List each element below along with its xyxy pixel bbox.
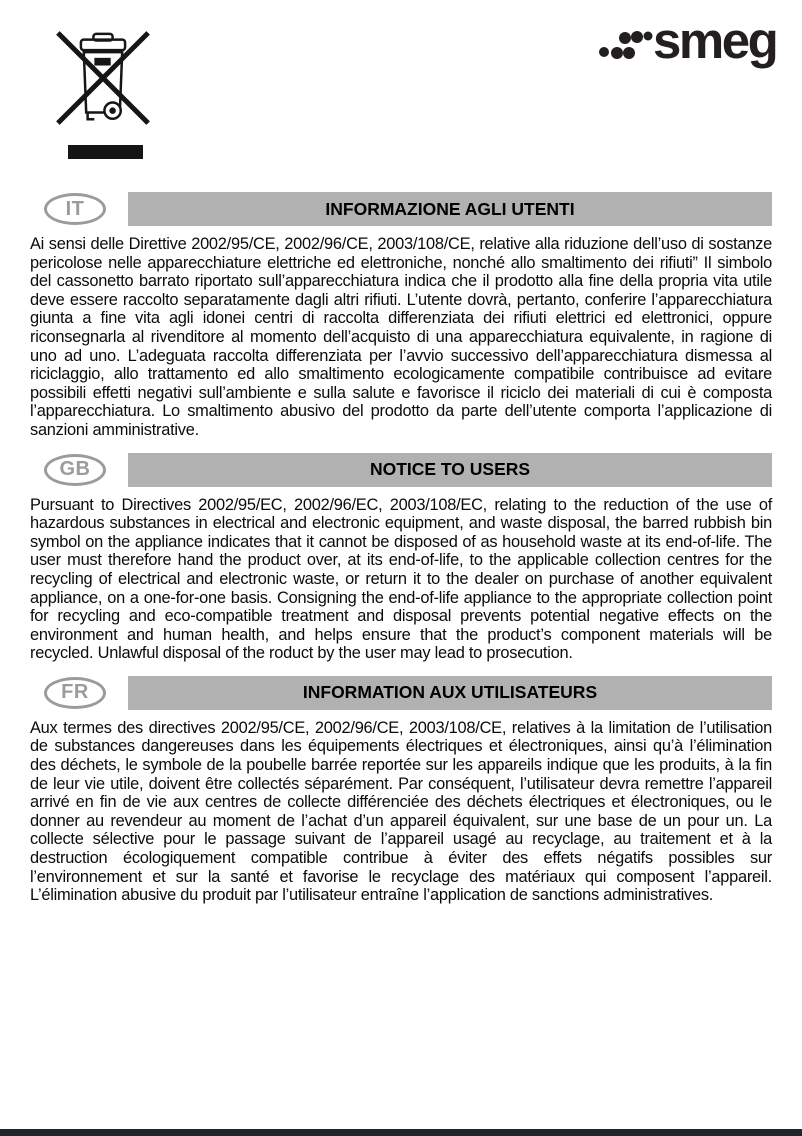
smeg-logo-icon — [596, 12, 778, 69]
smeg-logo — [596, 12, 778, 69]
section-fr-header — [30, 676, 772, 710]
lang-badge-gb: GB — [44, 454, 106, 486]
section-gb — [30, 453, 772, 663]
section-fr — [30, 676, 772, 905]
section-gb-body: Pursuant to Directives 2002/95/EC, 2002/96/EC, 2003/108/EC, relating to the reduction of the use of hazardous substances in electrical and electronic equipment, and waste disposal, the barred rubbish bin symbol on the appliance indicates that it cannot be disposed of as household waste at its end-of-life. The user must therefore hand the product over, at its end-of-life, to the applicable collection centres for the recycling of electrical and electronic waste, or return it to the dealer on purchase of another equivalent appliance, on a one-for-one basis. Consigning the end-of-life appliance to the appropriate collection point for recycling and eco-compatible treatment and disposal prevents potential negative effects on the environment and human health, and helps ensure that the product’s component materials will be recycled. Unlawful disposal of the roduct by the user may lead to prosecution. — [30, 495, 772, 663]
lang-badge-fr: FR — [44, 677, 106, 709]
section-it-body: Ai sensi delle Direttive 2002/95/CE, 2002/96/CE, 2003/108/CE, relative alla riduzione dell’uso di sostanze pericolose nelle apparecchiature elettriche ed elettroniche, nonché allo smaltimento dei rifiuti” Il simbolo del cassonetto barrato riportato sull’apparecchiatura indica che il prodotto alla fine della propria vita utile deve essere raccolto separatamente dagli altri rifiuti. L’utente dovrà, pertanto, conferire l’apparecchiatura giunta a fine vita agli idonei centri di raccolta differenziata dei rifiuti elettrici ed elettronici, oppure riconsegnarla al rivenditore al momento dell’acquisto di una apparecchiatura equivalente, in ragione di uno ad uno. L’adeguata raccolta differenziata per l’avvio successivo dell’apparecchiatura dismessa al riciclaggio, allo trattamento ed allo smaltimento ecologicamente compatibile contribuisce ad evitare possibili effetti negativi sull’ambiente e sulla salute e favorisce il riciclo dei materiali di cui è composta l’apparecchiatura. Lo smaltimento abusivo del prodotto da parte dell’utente comporta l’applicazione di sanzioni amministrative. — [30, 235, 772, 439]
page-header — [0, 0, 802, 192]
weee-crossed-bin-icon — [55, 29, 151, 127]
section-gb-title: NOTICE TO USERS — [128, 453, 772, 487]
sections-container — [0, 192, 802, 905]
section-it-title: INFORMAZIONE AGLI UTENTI — [128, 192, 772, 226]
footer-bar — [0, 1129, 802, 1136]
section-gb-header — [30, 453, 772, 487]
section-fr-title: INFORMATION AUX UTILISATEURS — [128, 676, 772, 710]
smeg-wordmark: smeg — [653, 12, 777, 69]
section-it-header — [30, 192, 772, 226]
section-fr-body: Aux termes des directives 2002/95/CE, 2002/96/CE, 2003/108/CE, relatives à la limitation de l’utilisation de substances dangereuses dans les équipements électriques et électroniques, ainsi qu’à l’élimination des déchets, le symbole de la poubelle barrée reportée sur les appareils indique que les produits, à la fin de leur vie utile, doivent être collectés séparément. Par conséquent, l’utilisateur devra remettre l’appareil arrivé en fin de vie aux centres de collecte différenciée des déchets électriques et électroniques, ou le donner au revendeur au moment de l’achat d’un appareil équivalent, sur une base de un pour un. La collecte sélective pour le passage suivant de l’appareil usagé au recyclage, au traitement et à la destruction écologiquement compatible contribue à éviter des effets négatifs possibles sur l’environnement et sur la santé et favorise le recyclage des matériaux qui composent l’appareil. L’élimination abusive du produit par l’utilisateur entraîne l’application de sanctions administratives. — [30, 718, 772, 905]
weee-black-bar — [68, 145, 143, 159]
section-it — [30, 192, 772, 440]
lang-badge-it: IT — [44, 193, 106, 225]
